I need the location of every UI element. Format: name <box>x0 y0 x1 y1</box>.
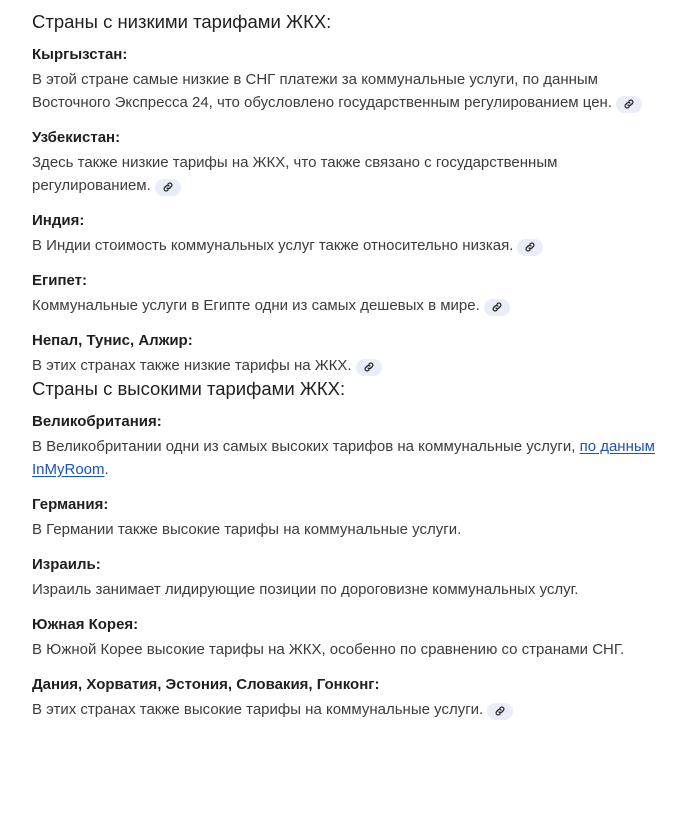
country-description: В Великобритании одни из самых высоких тарифов на коммунальные услуги, по данным InMyRoom. <box>32 438 655 478</box>
country-name: Узбекистан: <box>32 129 121 146</box>
country-description: В этих странах также низкие тарифы на ЖКХ. <box>32 354 661 377</box>
country-item-germany <box>32 494 661 541</box>
country-item-israel <box>32 554 661 601</box>
country-name: Израиль: <box>32 556 101 573</box>
country-description: Здесь также низкие тарифы на ЖКХ, что также связано с государственным регулированием. <box>32 154 558 194</box>
country-item-uk <box>32 411 661 481</box>
country-item-south-korea <box>32 614 661 661</box>
high-tariffs-heading: Страны с высокими тарифами ЖКХ: <box>32 378 346 399</box>
country-description: В Индии стоимость коммунальных услуг также относительно низкая. <box>32 234 661 257</box>
country-item-egypt <box>32 270 661 317</box>
country-item-uzbekistan <box>32 127 661 197</box>
country-item-nepal-tunisia-algeria <box>32 330 661 377</box>
country-name: Дания, Хорватия, Эстония, Словакия, Гонконг: <box>32 676 380 693</box>
link-icon[interactable] <box>517 239 543 256</box>
link-icon[interactable] <box>487 703 513 720</box>
country-name: Непал, Тунис, Алжир: <box>32 332 193 349</box>
country-name: Индия: <box>32 212 85 229</box>
country-description: В Южной Корее высокие тарифы на ЖКХ, особенно по сравнению со странами СНГ. <box>32 641 625 658</box>
country-name: Кыргызстан: <box>32 46 128 63</box>
country-description: В этих странах также высокие тарифы на коммунальные услуги. <box>32 698 661 721</box>
low-tariffs-heading: Страны с низкими тарифами ЖКХ: <box>32 11 332 32</box>
country-name: Германия: <box>32 496 109 513</box>
country-description: В Германии также высокие тарифы на коммунальные услуги. <box>32 521 462 538</box>
country-name: Южная Корея: <box>32 616 139 633</box>
inmyroom-source-link[interactable]: по данным InMyRoom <box>32 438 655 478</box>
country-description: Израиль занимает лидирующие позиции по дороговизне коммунальных услуг. <box>32 581 579 598</box>
country-description: Коммунальные услуги в Египте одни из самых дешевых в мире. <box>32 294 661 317</box>
country-item-india <box>32 210 661 257</box>
country-item-kyrgyzstan <box>32 44 661 114</box>
link-icon[interactable] <box>484 299 510 316</box>
link-icon[interactable] <box>356 359 382 376</box>
country-description: В этой стране самые низкие в СНГ платежи за коммунальные услуги, по данным Восточного Экспресса 24, что обусловлено государственным регулированием цен. <box>32 68 661 114</box>
link-icon[interactable] <box>616 96 642 113</box>
country-name: Египет: <box>32 272 88 289</box>
link-icon[interactable] <box>155 179 181 196</box>
country-name: Великобритания: <box>32 413 162 430</box>
country-item-denmark-group <box>32 674 661 721</box>
